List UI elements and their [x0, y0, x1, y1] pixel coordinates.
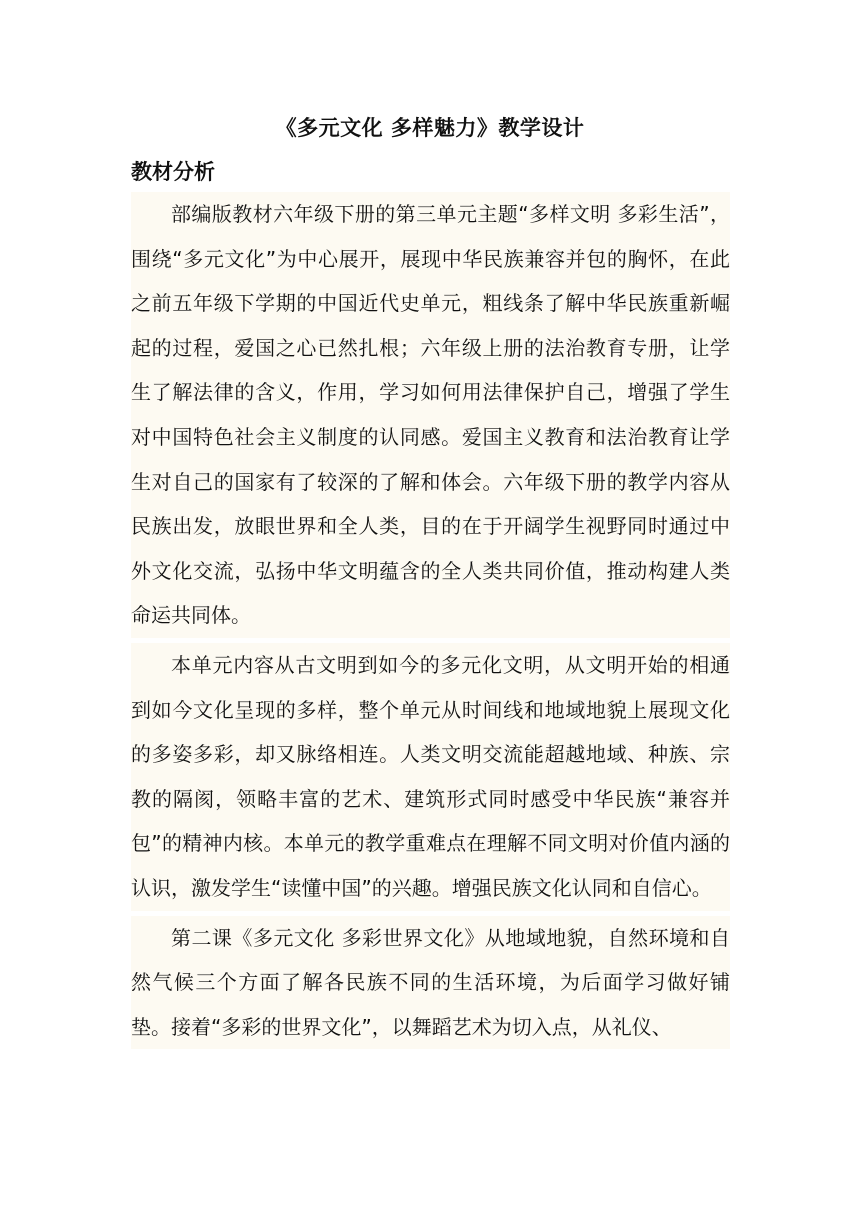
section-heading: 教材分析 [131, 160, 215, 184]
body-text [131, 192, 730, 1049]
paragraph: 本单元内容从古文明到如今的多元化文明，从文明开始的相通到如今文化呈现的多样，整个单元从时间线和地域地貌上展现文化的多姿多彩，却又脉络相连。人类文明交流能超越地域、种族、宗教的隔阂，领略丰富的艺术、建筑形式同时感受中华民族“兼容并包”的精神内核。本单元的教学重难点在理解不同文明对价值内涵的认识，激发学生“读懂中国”的兴趣。增强民族文化认同和自信心。 [131, 643, 730, 911]
paragraph: 第二课《多元文化 多彩世界文化》从地域地貌，自然环境和自然气候三个方面了解各民族不同的生活环境，为后面学习做好铺垫。接着“多彩的世界文化”，以舞蹈艺术为切入点，从礼仪、 [131, 916, 730, 1050]
document-title: 《多元文化 多样魅力》教学设计 [275, 116, 585, 140]
paragraph: 部编版教材六年级下册的第三单元主题“多样文明 多彩生活”，围绕“多元文化”为中心展开，展现中华民族兼容并包的胸怀，在此之前五年级下学期的中国近代史单元，粗线条了解中华民族重新崛起的过程，爱国之心已然扎根；六年级上册的法治教育专册，让学生了解法律的含义，作用，学习如何用法律保护自己，增强了学生对中国特色社会主义制度的认同感。爱国主义教育和法治教育让学生对自己的国家有了较深的了解和体会。六年级下册的教学内容从民族出发，放眼世界和全人类，目的在于开阔学生视野同时通过中外文化交流，弘扬中华文明蕴含的全人类共同价值，推动构建人类命运共同体。 [131, 192, 730, 638]
